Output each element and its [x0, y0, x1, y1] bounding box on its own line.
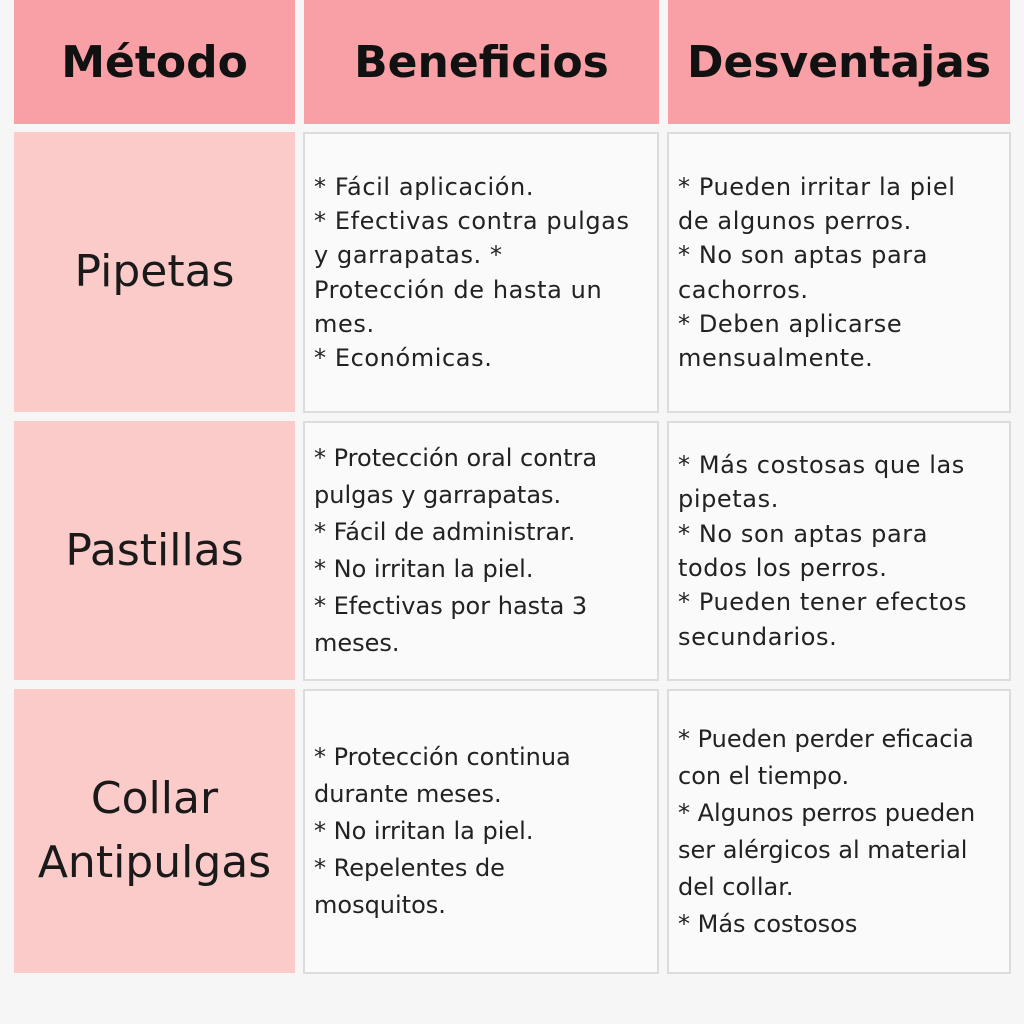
row-collar-benefits: [303, 689, 659, 974]
disadvantage-line: * No son aptas para: [678, 519, 929, 548]
header-method-label: Método: [61, 36, 248, 88]
benefit-line: y garrapatas. *: [314, 241, 503, 270]
benefit-line: * Protección continua: [314, 743, 571, 771]
benefit-line: * No irritan la piel.: [314, 555, 534, 583]
row-pipetas-benefits: [303, 132, 659, 413]
row-pastillas-benefits: [303, 421, 659, 681]
disadvantage-line: * Algunos perros pueden: [678, 798, 976, 827]
row-pastillas-disadvantages: [667, 421, 1011, 681]
benefit-line: * Económicas.: [314, 344, 493, 373]
benefit-line: * Fácil de administrar.: [314, 518, 576, 546]
disadvantage-line: con el tiempo.: [678, 761, 850, 790]
benefit-line: * No irritan la piel.: [314, 817, 534, 845]
benefit-line: * Repelentes de: [314, 854, 505, 882]
header-benefits: [304, 0, 659, 124]
disadvantage-line: * Pueden tener efectos: [678, 588, 968, 617]
header-disadvantages: [668, 0, 1010, 124]
method-label: Antipulgas: [37, 837, 272, 888]
disadvantage-line: cachorros.: [678, 275, 809, 304]
disadvantage-line: * Pueden perder eficacia: [678, 724, 974, 753]
benefit-line: * Efectivas por hasta 3: [314, 592, 588, 620]
row-pipetas-disadvantages: [667, 132, 1011, 413]
disadvantage-line: * Deben aplicarse: [678, 309, 903, 338]
row-pipetas-method: [14, 132, 295, 412]
disadvantage-line: pipetas.: [678, 485, 779, 514]
disadvantage-line: de algunos perros.: [678, 206, 912, 235]
method-label: Pipetas: [74, 246, 235, 297]
row-collar-method: [14, 689, 295, 973]
disadvantage-line: del collar.: [678, 872, 794, 901]
benefit-line: pulgas y garrapatas.: [314, 481, 562, 509]
header-method: [14, 0, 295, 124]
disadvantage-line: todos los perros.: [678, 554, 888, 582]
benefit-line: * Efectivas contra pulgas: [314, 206, 630, 235]
method-label: Collar: [90, 773, 219, 824]
disadvantage-line: mensualmente.: [678, 344, 874, 373]
benefit-line: durante meses.: [314, 780, 502, 808]
header-benefits-label: Beneficios: [354, 36, 609, 88]
disadvantage-line: secundarios.: [678, 622, 838, 651]
benefit-line: meses.: [314, 629, 400, 657]
benefit-line: mes.: [314, 309, 375, 338]
row-pastillas-method: [14, 421, 295, 680]
row-collar-disadvantages: [667, 689, 1011, 974]
disadvantage-line: * No son aptas para: [678, 241, 929, 270]
benefit-line: * Fácil aplicación.: [314, 172, 535, 201]
method-label: Pastillas: [65, 524, 244, 576]
benefit-line: * Protección oral contra: [314, 444, 598, 472]
header-disadvantages-label: Desventajas: [686, 36, 992, 88]
disadvantage-line: * Pueden irritar la piel: [678, 172, 956, 201]
benefit-line: mosquitos.: [314, 891, 446, 919]
disadvantage-line: ser alérgicos al material: [678, 835, 968, 864]
disadvantage-line: * Más costosos: [678, 909, 858, 938]
disadvantage-line: * Más costosas que las: [678, 451, 965, 480]
benefit-line: Protección de hasta un: [314, 275, 603, 304]
